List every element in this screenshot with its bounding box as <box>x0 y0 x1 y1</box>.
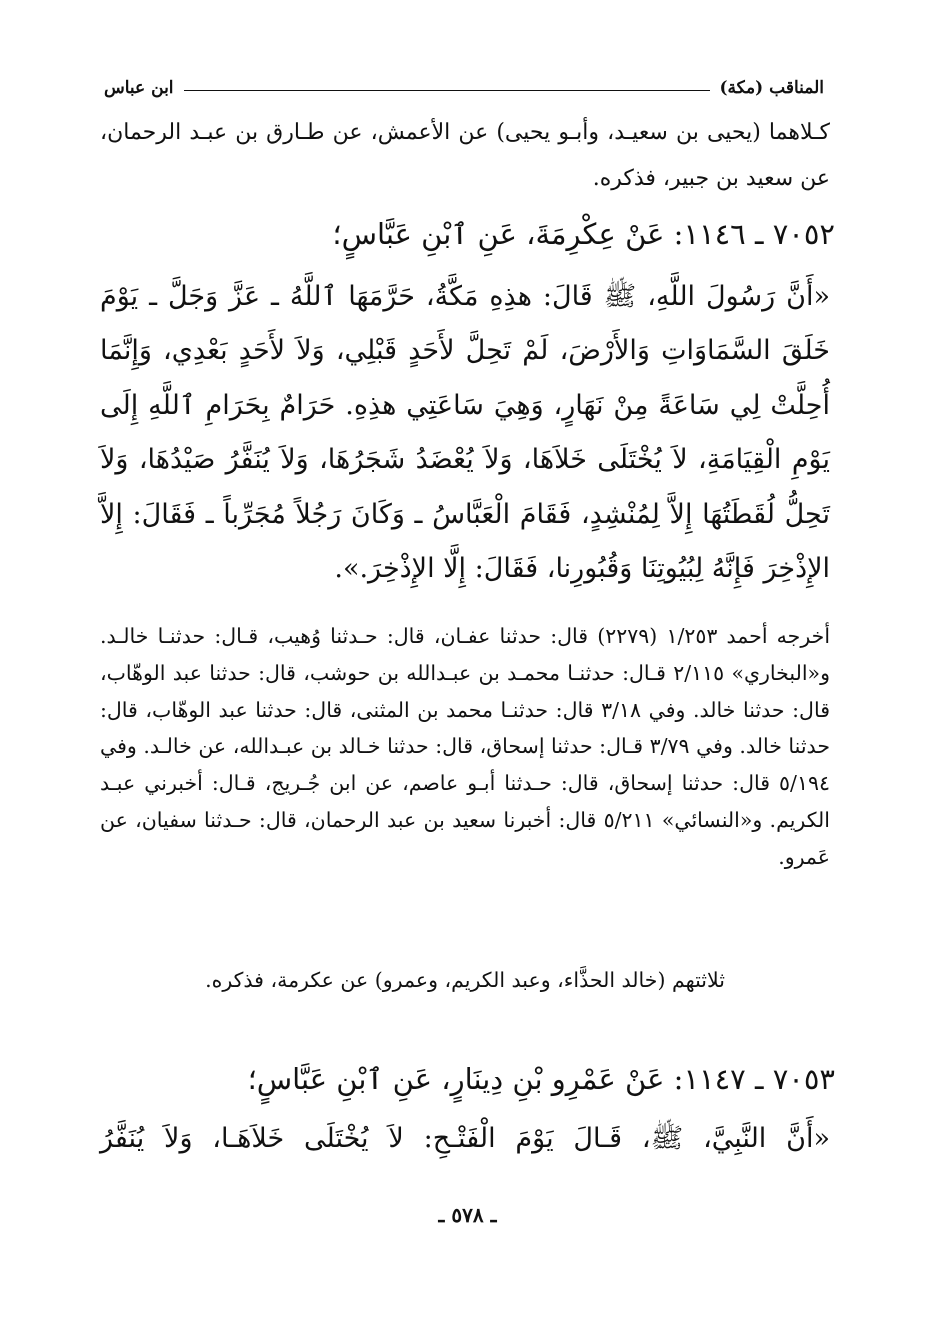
page-number: ـ ٥٧٨ ـ <box>438 1203 497 1227</box>
summary-line: ثلاثتهم (خالد الحذَّاء، وعبد الكريم، وعمرو) عن عكرمة، فذكره. <box>205 968 725 992</box>
header-section-title: المناقب (مكة) <box>719 78 824 98</box>
hadith-1-heading: ٧٠٥٢ ـ ١١٤٦: عَنْ عِكْرِمَةَ، عَنِ ٱبْنِ عَبَّاسٍ؛ <box>332 217 835 251</box>
hadith-2-text: «أَنَّ النَّبِيَّ، ﷺ، قَـالَ يَوْمَ الْفَتْـحِ: لاَ يُخْتَلَى خَلاَهَـا، وَلاَ يُنَفَّرُ <box>100 1123 830 1154</box>
header-chapter-title: ابن عباس <box>104 78 174 98</box>
takhrij-paragraph: أخرجه أحمد ١/٢٥٣ (٢٢٧٩) قال: حدثنا عفـان، قال: حـدثنا وُهيب، قـال: حدثنـا خالـد. و«البخاري» ٢/١١٥ قـال: حدثنـا محمـد بن عبـدالله بن حوشب، قال: حدثنا عبد الوهّاب، قال: حدثنا خالد. وفي ٣/١٨ قال: حدثنـا محمد بن المثنى، قال: حدثنا عبد الوهّاب، قال: حدثنا خالد. وفي ٣/٧٩ قـال: حدثنا إسحاق، قال: حدثنا خـالد بن عبـدالله، عن خالـد. وفي ٥/١٩٤ قال: حدثنا إسحاق، قال: حـدثنا أبـو عاصم، عن ابن جُـريج، قـال: أخبرني عبـد الكريم. و«النسائي» ٥/٢١١ قال: أخبرنا سعيد بن عبد الرحمان، قال: حـدثنا سفيان، عن عَمرو. <box>100 624 831 869</box>
header-rule <box>184 90 710 91</box>
hadith-1-text: «أَنَّ رَسُولَ اللَّهِ، ﷺ قَالَ: هذِهِ مَكَّةُ، حَرَّمَهَا ٱللَّهُ ـ عَزَّ وَجَلَّ ـ يَوْمَ خَلَقَ السَّمَاوَاتِ وَالأَرْضَ، لَمْ تَحِلَّ لأَحَدٍ قَبْلِي، وَلاَ لأَحَدٍ بَعْدِي، وَإِنَّمَا أُحِلَّتْ لِي سَاعَةً مِنْ نَهَارٍ، وَهِيَ سَاعَتِي هذِهِ. حَرَامٌ بِحَرَامِ ٱللَّهِ إِلَى يَوْمِ الْقِيَامَةِ، لاَ يُخْتَلَى خَلاَهَا، وَلاَ يُعْضَدُ شَجَرُهَا، وَلاَ يُنَفَّرُ صَيْدُهَا، وَلاَ تَحِلُّ لُقَطَتُهَا إِلاَّ لِمُنْشِدٍ، فَقَامَ الْعَبَّاسُ ـ وَكَانَ رَجُلاً مُجَرِّباً ـ فَقَالَ: إِلاَّ الإِذْخِرَ فَإِنَّهُ لِبُيُوتِنَا وَقُبُورِنا، فَقَالَ: إِلَّا الإِذْخِرَ.». <box>100 281 830 585</box>
running-header <box>104 68 824 98</box>
hadith-2-heading: ٧٠٥٣ ـ ١١٤٧: عَنْ عَمْرِو بْنِ دِينَارٍ، عَنِ ٱبْنِ عَبَّاسٍ؛ <box>247 1062 835 1096</box>
intro-paragraph: كـلاهما (يحيى بن سعيـد، وأبـو يحيى) عن الأعمش، عن طـارق بن عبـد الرحمان، عن سعيد بن جبير، فذكره. <box>100 120 830 191</box>
